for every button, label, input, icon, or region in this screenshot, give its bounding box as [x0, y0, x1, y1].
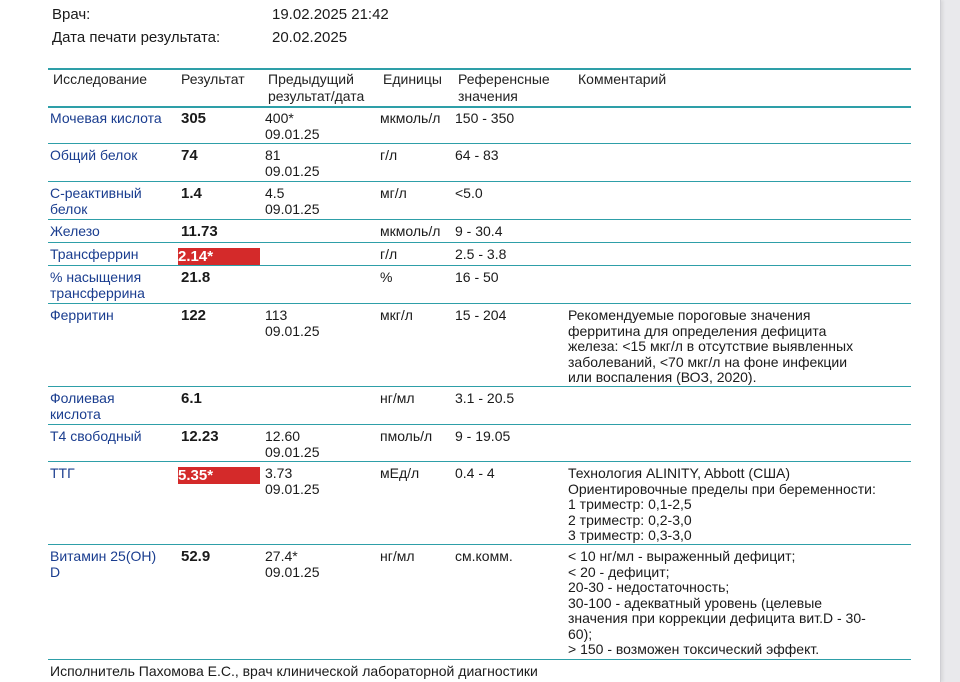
reference-range: 9 - 19.05 — [455, 428, 511, 444]
header-reference: Референсные значения — [458, 71, 550, 104]
reference-range: 64 - 83 — [455, 147, 499, 163]
reference-range: 3.1 - 20.5 — [455, 390, 515, 406]
comment-text: Технология ALINITY, Abbott (США) Ориентировочные пределы при беременности: 1 триместр: 0,1-2,5 2 триместр: 0,2-3,0 3 триместр: 0,3-3,0 — [568, 465, 876, 543]
row-divider — [48, 544, 911, 545]
row-divider — [48, 265, 911, 266]
test-name: Общий белок — [50, 147, 138, 163]
header-result: Результат — [181, 71, 245, 87]
reference-range: 0.4 - 4 — [455, 465, 495, 481]
reference-range: <5.0 — [455, 185, 483, 201]
reference-range: 16 - 50 — [455, 269, 499, 285]
units: мг/л — [380, 185, 407, 201]
reference-range: 2.5 - 3.8 — [455, 246, 507, 262]
test-name: Т4 свободный — [50, 428, 142, 444]
units: нг/мл — [380, 390, 415, 406]
header-bottom-rule — [48, 106, 911, 108]
result-value: 52.9 — [181, 548, 211, 565]
result-value: 74 — [181, 147, 198, 164]
result-value-flagged: 2.14* — [178, 248, 260, 265]
previous-result: 4.5 09.01.25 — [265, 185, 320, 217]
result-value: 305 — [181, 110, 207, 127]
row-divider — [48, 181, 911, 182]
header-comment: Комментарий — [578, 71, 667, 87]
row-divider — [48, 303, 911, 304]
units: мкг/л — [380, 307, 413, 323]
test-name: Трансферрин — [50, 246, 139, 262]
result-value: 12.23 — [181, 428, 219, 445]
test-name: Мочевая кислота — [50, 110, 162, 126]
header-study: Исследование — [53, 71, 148, 87]
previous-result: 113 09.01.25 — [265, 307, 320, 339]
units: нг/мл — [380, 548, 415, 564]
previous-result: 12.60 09.01.25 — [265, 428, 320, 460]
doctor-value: 19.02.2025 21:42 — [272, 6, 389, 23]
executor-footer: Исполнитель Пахомова Е.С., врач клинической лабораторной диагностики — [50, 663, 538, 679]
reference-range: 15 - 204 — [455, 307, 507, 323]
result-value-flagged: 5.35* — [178, 467, 260, 484]
row-divider — [48, 424, 911, 425]
row-divider — [48, 659, 911, 660]
units: г/л — [380, 147, 398, 163]
row-divider — [48, 386, 911, 387]
test-name: % насыщения трансферрина — [50, 269, 145, 301]
test-name: ТТГ — [50, 465, 75, 481]
row-divider — [48, 461, 911, 462]
test-name: Витамин 25(OH) D — [50, 548, 157, 580]
units: пмоль/л — [380, 428, 433, 444]
units: мкмоль/л — [380, 110, 441, 126]
doctor-label: Врач: — [52, 6, 91, 23]
print-date-label: Дата печати результата: — [52, 29, 221, 46]
comment-text: Рекомендуемые пороговые значения ферритина для определения дефицита железа: <15 мкг/л в отсутствие выявленных заболеваний, <70 мкг/л на фоне инфекции или воспаления (ВОЗ, 2020). — [568, 307, 854, 385]
print-date-value: 20.02.2025 — [272, 29, 348, 46]
units: % — [380, 269, 393, 285]
units: мЕд/л — [380, 465, 420, 481]
units: г/л — [380, 246, 398, 262]
reference-range: см.комм. — [455, 548, 513, 564]
result-value: 122 — [181, 307, 207, 324]
test-name: Ферритин — [50, 307, 114, 323]
result-value: 11.73 — [181, 223, 218, 240]
table-top-rule — [48, 68, 911, 70]
header-previous: Предыдущий результат/дата — [268, 71, 365, 104]
test-name: Железо — [50, 223, 100, 239]
test-name: Фолиевая кислота — [50, 390, 115, 422]
previous-result: 400* 09.01.25 — [265, 110, 320, 142]
result-value: 1.4 — [181, 185, 202, 202]
header-units: Единицы — [383, 71, 442, 87]
test-name: С-реактивный белок — [50, 185, 142, 217]
comment-text: < 10 нг/мл - выраженный дефицит; < 20 - дефицит; 20-30 - недостаточность; 30-100 - адекватный уровень (целевые значения при коррекции дефицита вит.D - 30- 60); > 150 - возможен токсический эффект. — [568, 548, 866, 657]
row-divider — [48, 219, 911, 220]
row-divider — [48, 242, 911, 243]
units: мкмоль/л — [380, 223, 441, 239]
result-value: 6.1 — [181, 390, 202, 407]
previous-result: 27.4* 09.01.25 — [265, 548, 320, 580]
reference-range: 9 - 30.4 — [455, 223, 503, 239]
result-value: 21.8 — [181, 269, 211, 286]
previous-result: 3.73 09.01.25 — [265, 465, 320, 497]
reference-range: 150 - 350 — [455, 110, 515, 126]
row-divider — [48, 143, 911, 144]
previous-result: 81 09.01.25 — [265, 147, 320, 179]
